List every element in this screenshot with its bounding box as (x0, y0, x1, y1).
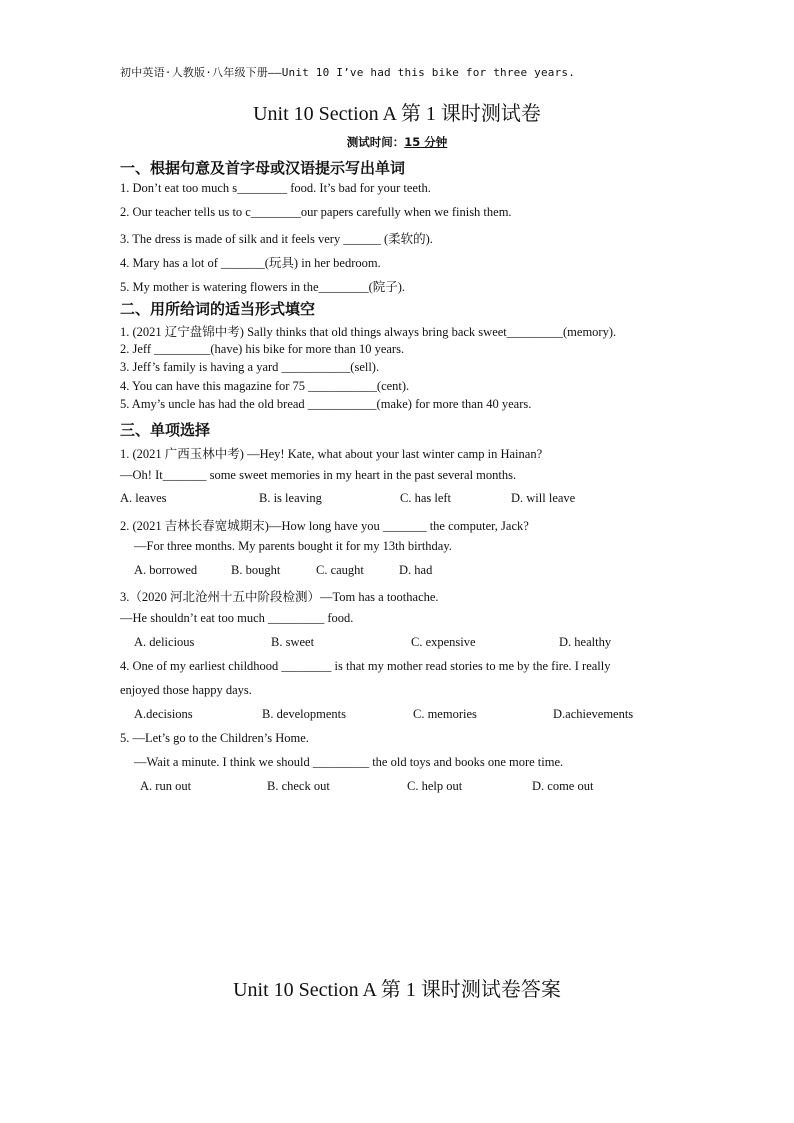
section-heading-3: 三、单项选择 (120, 421, 211, 439)
q2-option-b: B. bought (231, 563, 281, 577)
q3-option-a: A. delicious (134, 635, 195, 649)
part2-item-5: 5. Amy’s uncle has had the old bread ___________(make) for more than 40 years. (120, 397, 532, 411)
q5-option-a: A. run out (140, 779, 192, 793)
q3-option-d: D. healthy (559, 635, 612, 649)
section-heading-1: 一、根据句意及首字母或汉语提示写出单词 (120, 159, 406, 177)
q1-line2: —Oh! It_______ some sweet memories in my heart in the past several months. (120, 468, 517, 482)
part1-item-3: 3. The dress is made of silk and it feels very ______ (柔软的). (120, 232, 433, 246)
q4-line2: enjoyed those happy days. (120, 683, 252, 697)
part2-item-4: 4. You can have this magazine for 75 ___________(cent). (120, 379, 410, 393)
q1-option-a: A. leaves (120, 491, 167, 505)
q4-stem: 4. One of my earliest childhood ________ is that my mother read stories to me by the fire. I really (120, 659, 611, 673)
q4-option-b: B. developments (262, 707, 347, 721)
q2-stem: 2. (2021 吉林长春宽城期末)—How long have you _______ the computer, Jack? (120, 519, 529, 533)
q5-stem: 5. —Let’s go to the Children’s Home. (120, 731, 309, 745)
q5-line2: —Wait a minute. I think we should _________ the old toys and books one more time. (134, 755, 564, 769)
part1-item-2: 2. Our teacher tells us to c________our papers carefully when we finish them. (120, 205, 512, 219)
section-heading-2: 二、用所给词的适当形式填空 (120, 300, 316, 318)
test-time-value: 15 分钟 (404, 135, 448, 149)
q4-option-a: A.decisions (134, 707, 193, 721)
q4-option-c: C. memories (413, 707, 477, 721)
q2-option-c: C. caught (316, 563, 364, 577)
q1-stem: 1. (2021 广西玉林中考) —Hey! Kate, what about your last winter camp in Hainan? (120, 447, 543, 461)
part2-item-2: 2. Jeff _________(have) his bike for more than 10 years. (120, 342, 405, 356)
page-header: 初中英语·人教版·八年级下册——Unit 10 I’ve had this bike for three years. (120, 66, 576, 79)
q3-option-c: C. expensive (411, 635, 476, 649)
q3-stem: 3.（2020 河北沧州十五中阶段检测）—Tom has a toothache. (120, 590, 439, 604)
q4-option-d: D.achievements (553, 707, 634, 721)
q5-option-d: D. come out (532, 779, 594, 793)
q1-option-b: B. is leaving (259, 491, 322, 505)
part2-item-1: 1. (2021 辽宁盘锦中考) Sally thinks that old things always bring back sweet_________(memory). (120, 325, 617, 339)
test-time (0, 134, 794, 150)
part1-item-1: 1. Don’t eat too much s________ food. It’s bad for your teeth. (120, 181, 431, 195)
q3-line2: —He shouldn’t eat too much _________ food. (120, 611, 354, 625)
answer-title: Unit 10 Section A 第 1 课时测试卷答案 (233, 979, 561, 1001)
q5-option-c: C. help out (407, 779, 463, 793)
page-title: Unit 10 Section A 第 1 课时测试卷 (253, 103, 541, 125)
test-time-label: 测试时间： (346, 135, 405, 149)
part1-item-4: 4. Mary has a lot of _______(玩具) in her bedroom. (120, 256, 381, 270)
part1-item-5: 5. My mother is watering flowers in the________(院子). (120, 280, 406, 294)
q2-line2: —For three months. My parents bought it for my 13th birthday. (134, 539, 452, 553)
q2-option-a: A. borrowed (134, 563, 198, 577)
q1-option-d: D. will leave (511, 491, 576, 505)
part2-item-3: 3. Jeff’s family is having a yard ___________(sell). (120, 360, 380, 374)
q1-option-c: C. has left (400, 491, 452, 505)
q5-option-b: B. check out (267, 779, 330, 793)
q3-option-b: B. sweet (271, 635, 315, 649)
q2-option-d: D. had (399, 563, 433, 577)
